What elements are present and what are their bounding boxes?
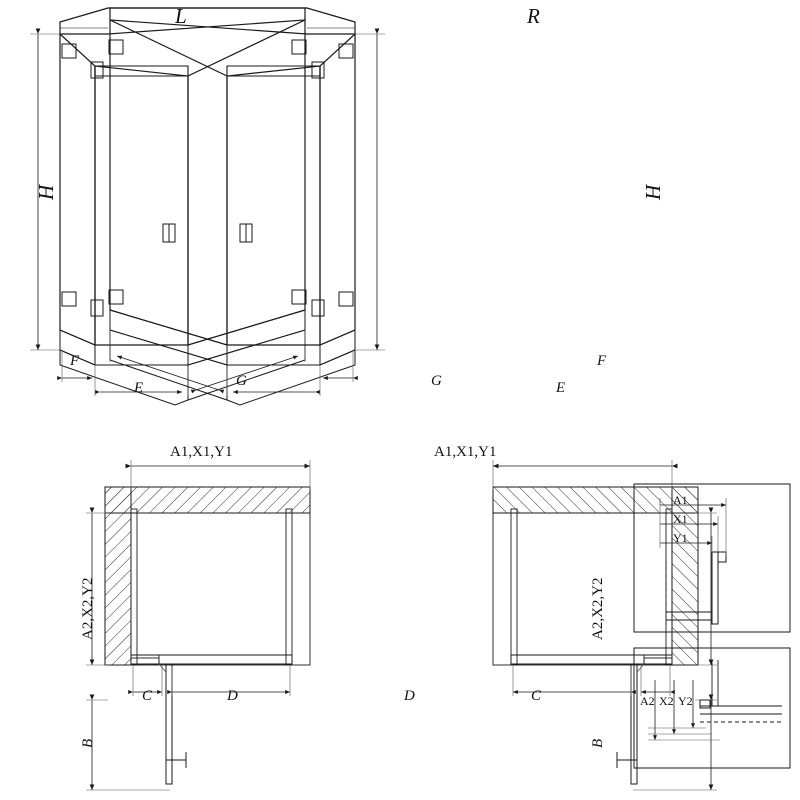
- dim-label-E-left: E: [134, 380, 144, 396]
- detail-label-A2: A2: [640, 694, 655, 708]
- detail-label-X1: X1: [673, 512, 688, 526]
- dim-label-H-left: H: [34, 184, 58, 200]
- dim-label-C-right: C: [531, 688, 542, 704]
- detail-label-X2: X2: [659, 694, 674, 708]
- detail-label-A1: A1: [673, 493, 688, 507]
- dim-label-E-right: E: [556, 380, 566, 396]
- detail-view-bottom-dimensions: [634, 648, 790, 768]
- detail-label-Y2: Y2: [678, 694, 693, 708]
- dim-label-G-left: G: [236, 373, 247, 389]
- dim-label-F-right: F: [597, 353, 607, 369]
- dim-label-a2x2y2-left: A2,X2,Y2: [80, 577, 96, 640]
- dim-label-F-left: F: [70, 353, 80, 369]
- dim-label-a2x2y2-right: A2,X2,Y2: [590, 577, 606, 640]
- dim-label-D-right: D: [404, 688, 415, 704]
- dim-label-a1x1y1-right: A1,X1,Y1: [434, 444, 497, 460]
- dim-label-a1x1y1-left: A1,X1,Y1: [170, 444, 233, 460]
- detail-label-Y1: Y1: [673, 531, 688, 545]
- dim-label-H-right: H: [641, 184, 665, 200]
- view-label-L: L: [175, 4, 187, 28]
- view-label-R: R: [527, 4, 540, 28]
- dim-label-C-left: C: [142, 688, 153, 704]
- left-version-plan-view: [86, 460, 310, 790]
- dim-label-B-right: B: [590, 738, 606, 748]
- dim-label-G-right: G: [431, 373, 442, 389]
- dim-label-B-left: B: [80, 738, 96, 748]
- dim-label-D-left: D: [227, 688, 238, 704]
